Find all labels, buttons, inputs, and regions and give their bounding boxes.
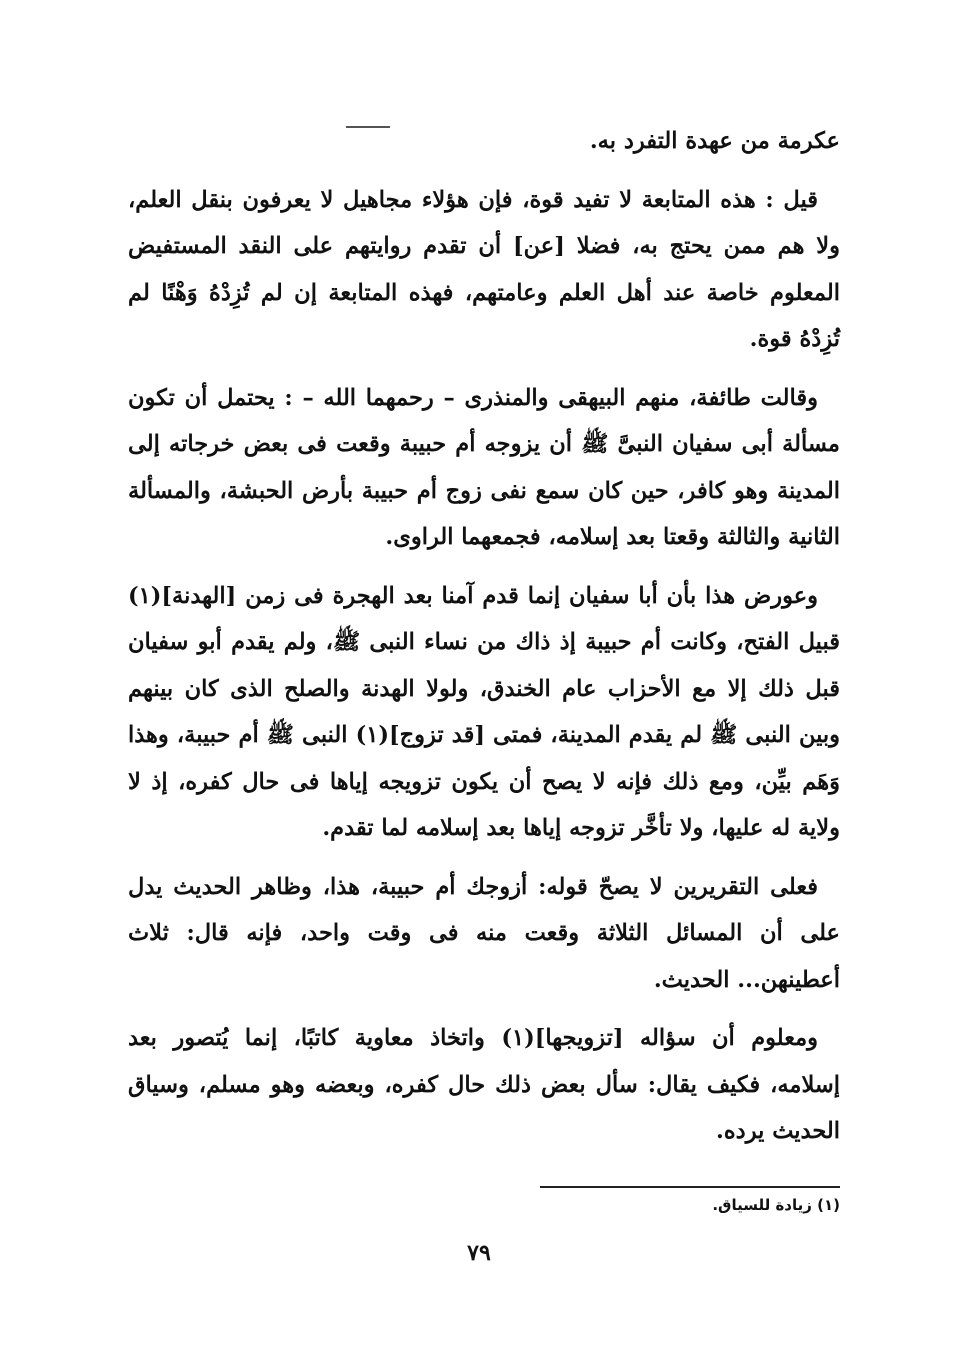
footnote-divider bbox=[540, 1186, 840, 1188]
footnote: (١) زيادة للسياق. bbox=[712, 1196, 840, 1214]
paragraph: وقالت طائفة، منهم البيهقى والمنذرى – رحمهما الله – : يحتمل أن تكون مسألة أبى سفيان النبىَّ ﷺ أن يزوجه أم حبيبة وقعت فى بعض خرجاته إلى المدينة وهو كافر، حين كان سمع نفى زوج أم حبيبة بأرض الحبشة، والمسألة الثانية والثالثة وقعتا بعد إسلامه، فجمعهما الراوى. bbox=[128, 384, 840, 550]
paragraph-continuation: عكرمة من عهدة التفرد به. bbox=[589, 128, 840, 154]
paragraph: قيل : هذه المتابعة لا تفيد قوة، فإن هؤلاء مجاهيل لا يعرفون بنقل العلم، ولا هم ممن يحتج به، فضلا [عن] أن تقدم روايتهم على النقد المستفيض المعلوم خاصة عند أهل العلم وعامتهم، فهذه المتابعة إن لم تُزِدْهُ وَهْنًا لم تُزِدْهُ قوة. bbox=[128, 186, 840, 352]
body-text bbox=[128, 118, 840, 1167]
paragraph: فعلى التقريرين لا يصحّ قوله: أزوجك أم حبيبة، هذا، وظاهر الحديث يدل على أن المسائل الثلاثة وقعت منه فى وقت واحد، فإنه قال: ثلاث أعطينهن... الحديث. bbox=[128, 873, 840, 993]
paragraph: وعورض هذا بأن أبا سفيان إنما قدم آمنا بعد الهجرة فى زمن [الهدنة](١) قبيل الفتح، وكانت أم حبيبة إذ ذاك من نساء النبى ﷺ، ولم يقدم أبو سفيان قبل ذلك إلا مع الأحزاب عام الخندق، ولولا الهدنة والصلح الذى كان بينهم وبين النبى ﷺ لم يقدم المدينة، فمتى [قد تزوج](١) النبى ﷺ أم حبيبة، وهذا وَهَم بيِّن، ومع ذلك فإنه لا يصح أن يكون تزويجه إياها فى حال كفره، إذ لا ولاية له عليها، ولا تأخَّر تزوجه إياها بعد إسلامه لما تقدم. bbox=[128, 582, 840, 841]
page-number: ٧٩ bbox=[467, 1240, 491, 1266]
paragraph: ومعلوم أن سؤاله [تزويجها](١) واتخاذ معاوية كاتبًا، إنما يُتصور بعد إسلامه، فكيف يقال: سأل بعض ذلك حال كفره، وبعضه وهو مسلم، وسياق الحديث يرده. bbox=[128, 1025, 840, 1144]
